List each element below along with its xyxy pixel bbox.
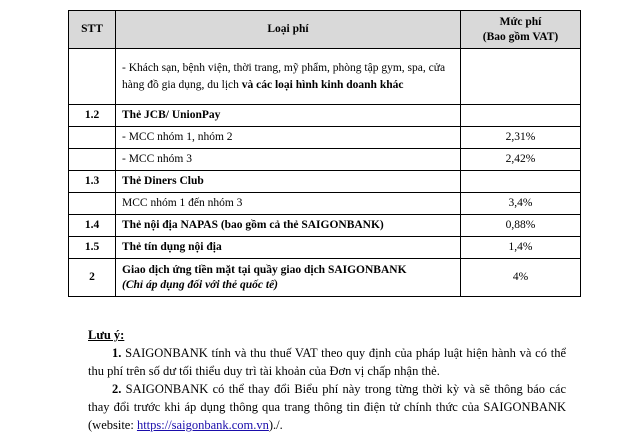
header-fee-rate-line2: (Bao gồm VAT): [482, 30, 559, 43]
row-fee-type: - MCC nhóm 3: [116, 149, 461, 171]
table-row: [69, 193, 581, 215]
header-fee-type: Loại phí: [116, 11, 461, 49]
table-row: [69, 215, 581, 237]
row-fee-rate: [461, 49, 581, 105]
table-row: [69, 149, 581, 171]
row-fee-rate: 4%: [461, 259, 581, 297]
table-header-row: [69, 11, 581, 49]
table-row: [69, 127, 581, 149]
row-stt: [69, 49, 116, 105]
table-row: [69, 259, 581, 297]
row-fee-type: Thẻ nội địa NAPAS (bao gồm cả thẻ SAIGONBANK): [116, 215, 461, 237]
row-fee-type-plain: - Khách sạn, bệnh viện, thời trang, mỹ phẩm, phòng tập gym, spa, cửa hàng đồ gia dụng, du lịch: [122, 61, 446, 91]
row-fee-rate: [461, 171, 581, 193]
note-1: [88, 344, 566, 380]
note-1-number: 1.: [112, 346, 122, 360]
row-fee-rate: 2,42%: [461, 149, 581, 171]
note-2-text: SAIGONBANK có thể thay đổi Biểu phí này trong từng thời kỳ và sẽ thông báo các thay đổi trước khi áp dụng thông qua trang thông tin điện tử chính thức của SAIGONBANK (website:: [88, 382, 566, 432]
row-fee-type-bold: và các loại hình kinh doanh khác: [241, 78, 404, 91]
row-stt: [69, 149, 116, 171]
row-stt: 1.3: [69, 171, 116, 193]
table-row: [69, 105, 581, 127]
notes-section: [88, 326, 566, 434]
row-fee-rate: 3,4%: [461, 193, 581, 215]
row-fee-type: [116, 259, 461, 297]
header-stt: STT: [69, 11, 116, 49]
row-stt: 1.2: [69, 105, 116, 127]
row-stt: 2: [69, 259, 116, 297]
row-stt: 1.4: [69, 215, 116, 237]
row-fee-type: [116, 49, 461, 105]
note-2-number: 2.: [112, 382, 122, 396]
note-2: [88, 380, 566, 434]
notes-title: Lưu ý:: [88, 328, 125, 342]
row-fee-rate: 0,88%: [461, 215, 581, 237]
row-fee-type: Thẻ tín dụng nội địa: [116, 237, 461, 259]
table-row: [69, 49, 581, 105]
table-row: [69, 237, 581, 259]
row-fee-rate: [461, 105, 581, 127]
row-stt: 1.5: [69, 237, 116, 259]
row-stt: [69, 193, 116, 215]
row-fee-type: Thẻ JCB/ UnionPay: [116, 105, 461, 127]
row-fee-type-line2: (Chỉ áp dụng đối với thẻ quốc tế): [122, 278, 278, 291]
fee-table: [68, 10, 581, 297]
row-stt: [69, 127, 116, 149]
header-fee-rate-line1: Mức phí: [499, 15, 542, 28]
note-1-text: SAIGONBANK tính và thu thuế VAT theo quy định của pháp luật hiện hành và có thể thu phí trên số dư tối thiểu duy trì tài khoản của Đơn vị chấp nhận thẻ.: [88, 346, 566, 378]
row-fee-rate: 2,31%: [461, 127, 581, 149]
table-row: [69, 171, 581, 193]
header-fee-rate: [461, 11, 581, 49]
website-link[interactable]: https://saigonbank.com.vn: [136, 418, 269, 432]
row-fee-type-line1: Giao dịch ứng tiền mặt tại quầy giao dịch SAIGONBANK: [122, 263, 407, 276]
row-fee-type: - MCC nhóm 1, nhóm 2: [116, 127, 461, 149]
row-fee-type: Thẻ Diners Club: [116, 171, 461, 193]
note-2-end: )./.: [268, 418, 283, 432]
row-fee-type: MCC nhóm 1 đến nhóm 3: [116, 193, 461, 215]
row-fee-rate: 1,4%: [461, 237, 581, 259]
